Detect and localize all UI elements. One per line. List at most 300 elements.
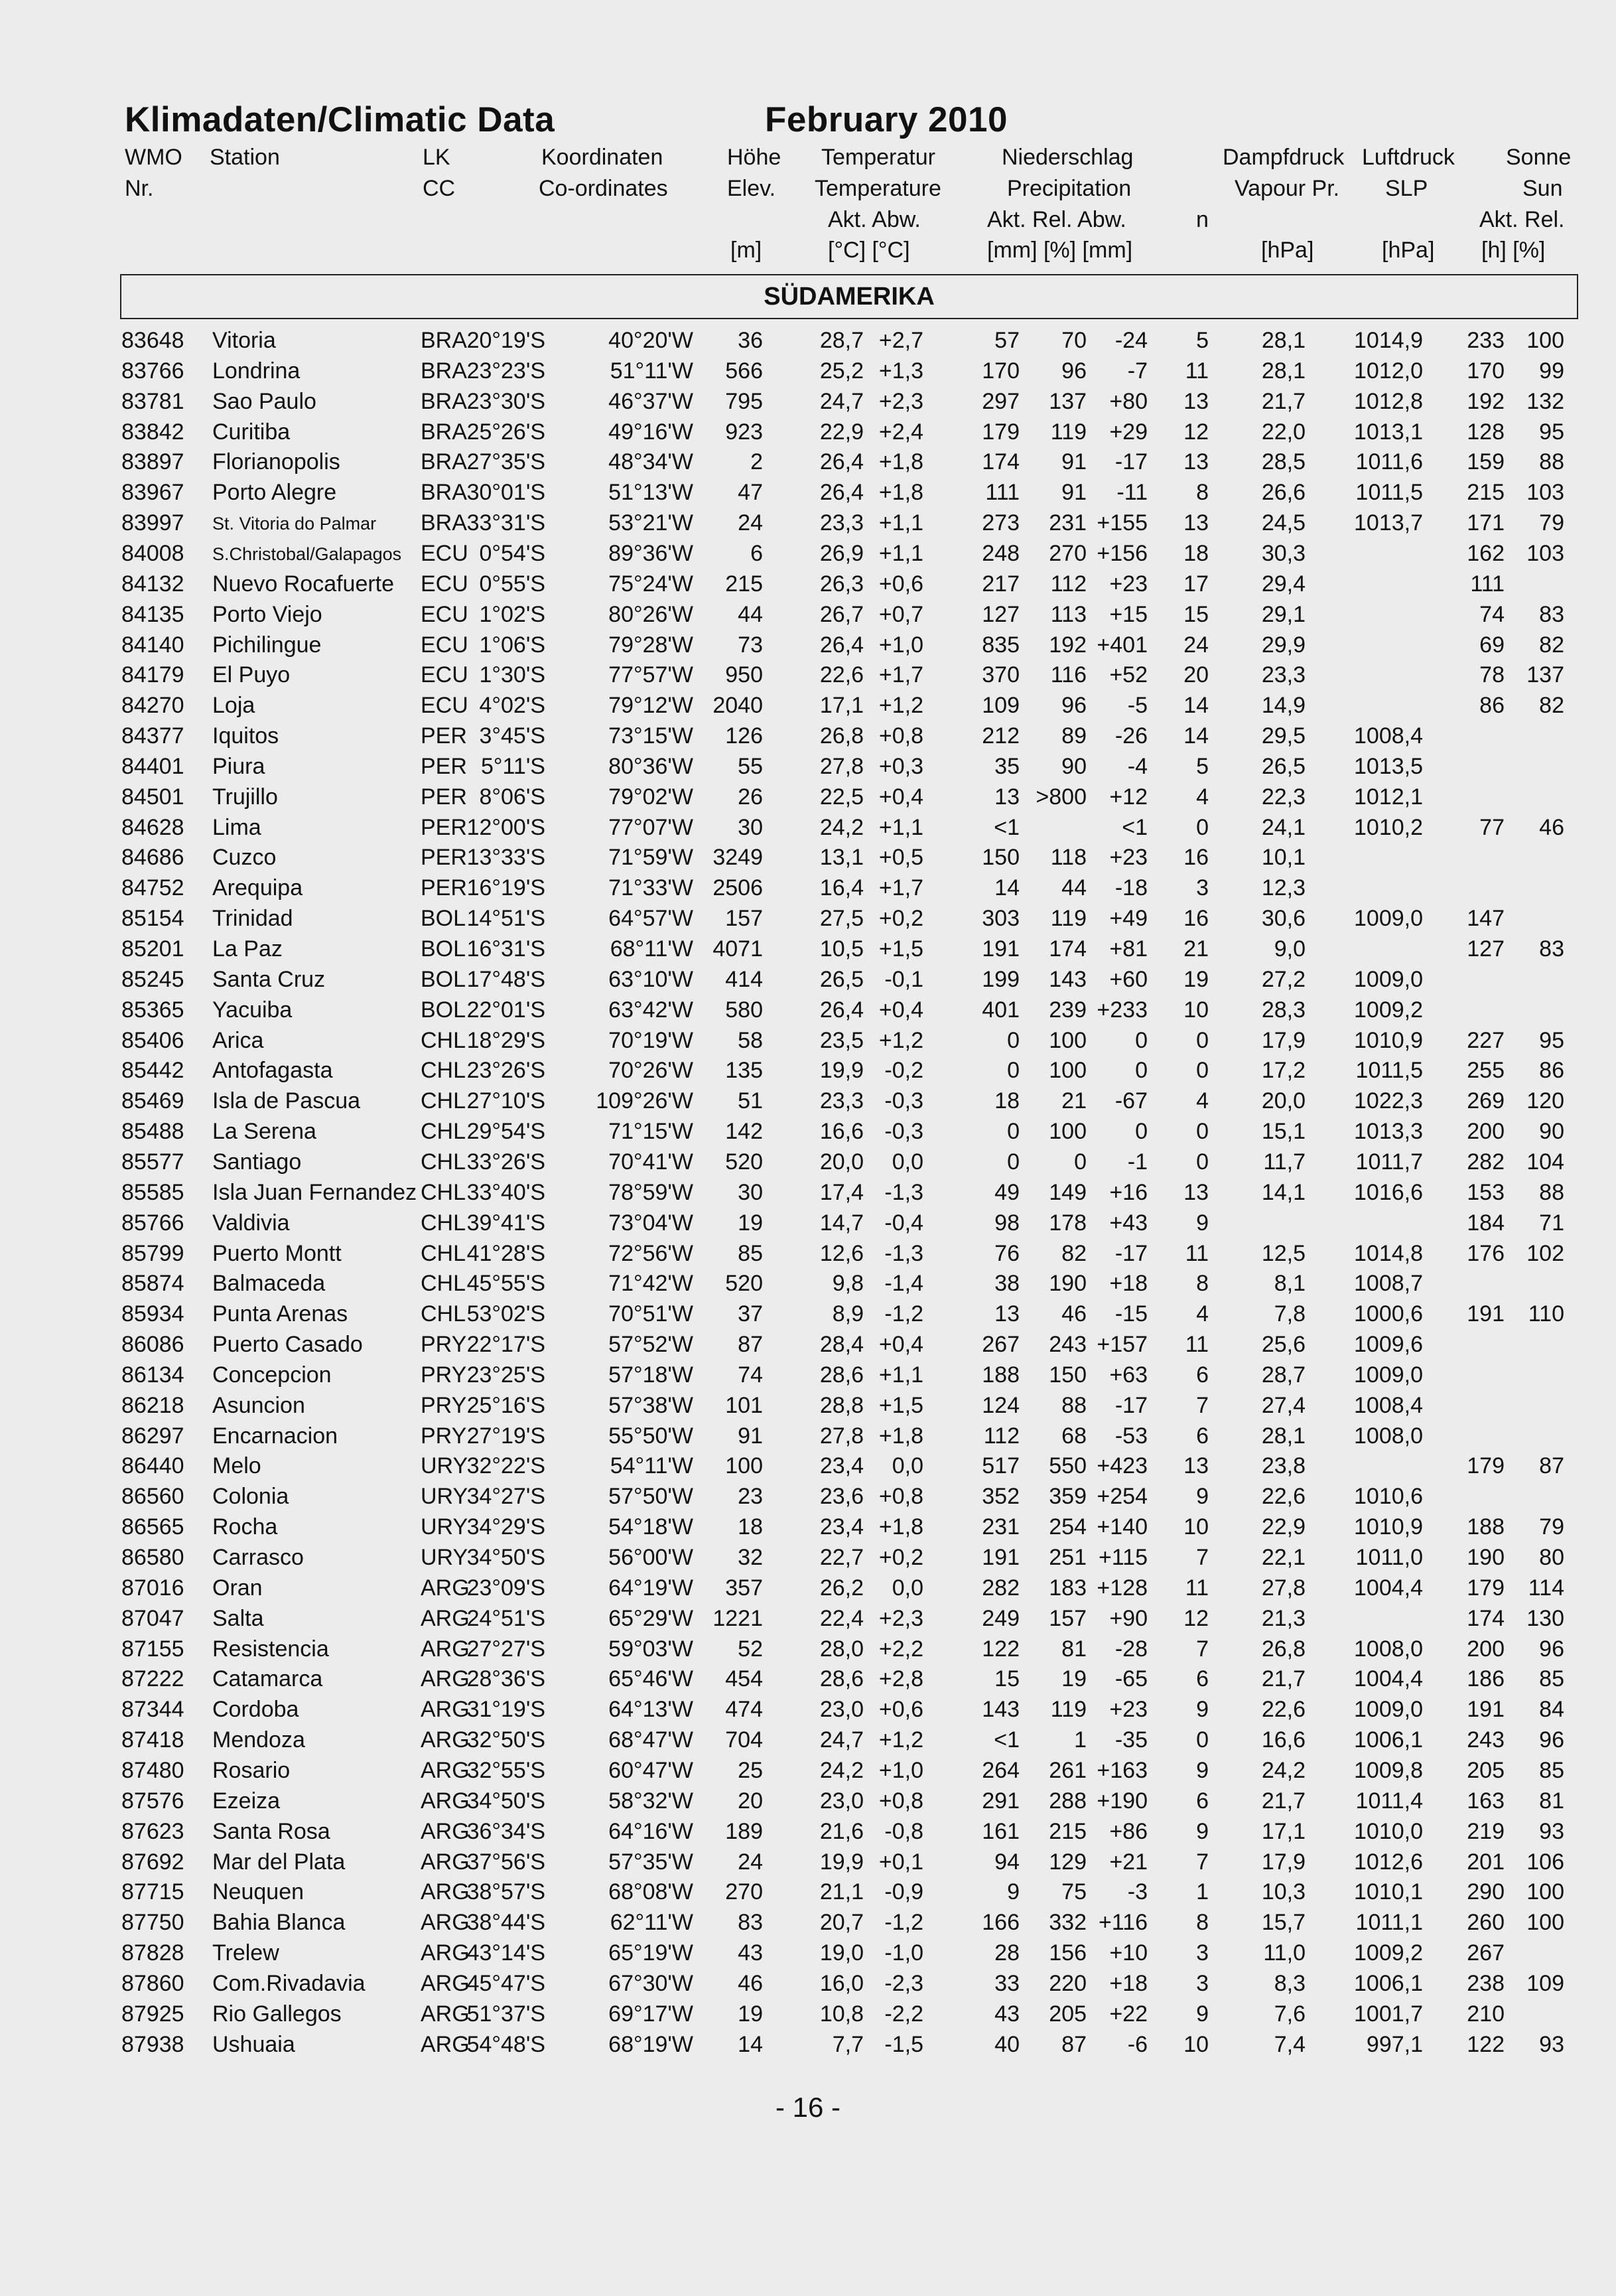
country-code-cell: CHL (421, 1119, 466, 1144)
wmo-number-cell: 87155 (121, 1636, 184, 1662)
vapour-pressure-cell: 29,5 (1261, 723, 1306, 749)
wmo-number-cell: 86580 (121, 1545, 184, 1570)
sun-actual-cell: 255 (1467, 1058, 1505, 1083)
elevation-cell: 18 (738, 1514, 763, 1540)
sea-level-pressure-cell: 1011,0 (1355, 1545, 1423, 1570)
elevation-cell: 55 (738, 754, 763, 779)
elevation-cell: 52 (738, 1636, 763, 1662)
station-name-cell: Rosario (212, 1758, 291, 1783)
elevation-cell: 36 (738, 328, 763, 353)
table-row (0, 541, 1616, 571)
prec-actual-cell: 43 (994, 2001, 1020, 2027)
prec-days-cell: 4 (1196, 1301, 1209, 1327)
latitude-cell: 34°27'S (466, 1484, 545, 1509)
country-code-cell: PRY (421, 1423, 467, 1449)
prec-actual-cell: 401 (982, 997, 1020, 1023)
prec-days-cell: 16 (1183, 845, 1209, 870)
temp-actual-cell: 19,9 (819, 1058, 864, 1083)
longitude-cell: 67°30'W (608, 1971, 693, 1996)
prec-actual-cell: 267 (982, 1332, 1020, 1357)
prec-actual-cell: 15 (994, 1666, 1020, 1691)
table-row (0, 2001, 1616, 2032)
longitude-cell: 71°15'W (608, 1119, 693, 1144)
sun-actual-cell: 210 (1467, 2001, 1505, 2027)
temp-actual-cell: 13,1 (819, 845, 864, 870)
temp-actual-cell: 28,7 (819, 328, 864, 353)
prec-deviation-cell: -17 (1114, 449, 1148, 474)
header-sonne: Sonne (1506, 145, 1572, 170)
header-unit-temp: [°C] [°C] (828, 238, 910, 263)
prec-days-cell: 17 (1183, 571, 1209, 597)
temp-deviation-cell: +2,3 (878, 389, 923, 414)
prec-actual-cell: 517 (982, 1453, 1020, 1478)
station-name-cell: La Serena (212, 1119, 316, 1144)
elevation-cell: 51 (738, 1088, 763, 1113)
country-code-cell: PRY (421, 1332, 467, 1357)
wmo-number-cell: 87623 (121, 1819, 184, 1844)
table-row (0, 1393, 1616, 1423)
sun-relative-cell: 81 (1539, 1788, 1564, 1814)
temp-actual-cell: 26,7 (819, 602, 864, 627)
sea-level-pressure-cell: 1011,4 (1355, 1788, 1423, 1814)
prec-actual-cell: 231 (982, 1514, 1020, 1540)
prec-relative-cell: 178 (1049, 1210, 1087, 1236)
prec-days-cell: 15 (1183, 602, 1209, 627)
elevation-cell: 580 (725, 997, 763, 1023)
prec-actual-cell: 127 (982, 602, 1020, 627)
header-unit-sun: [h] [%] (1481, 238, 1546, 263)
station-name-cell: Asuncion (212, 1393, 305, 1418)
elevation-cell: 44 (738, 602, 763, 627)
elevation-cell: 2040 (712, 693, 763, 718)
vapour-pressure-cell: 12,5 (1261, 1241, 1306, 1266)
temp-deviation-cell: +1,1 (878, 510, 923, 536)
prec-deviation-cell: +22 (1109, 2001, 1148, 2027)
vapour-pressure-cell: 26,5 (1261, 754, 1306, 779)
table-row (0, 1788, 1616, 1819)
latitude-cell: 51°37'S (466, 2001, 545, 2027)
prec-relative-cell: 239 (1049, 997, 1087, 1023)
temp-deviation-cell: -0,3 (884, 1088, 923, 1113)
longitude-cell: 64°19'W (608, 1575, 693, 1601)
latitude-cell: 27°27'S (466, 1636, 545, 1662)
prec-days-cell: 4 (1196, 1088, 1209, 1113)
table-row (0, 1606, 1616, 1636)
vapour-pressure-cell: 26,8 (1261, 1636, 1306, 1662)
longitude-cell: 57°52'W (608, 1332, 693, 1357)
temp-actual-cell: 26,4 (819, 449, 864, 474)
elevation-cell: 23 (738, 1484, 763, 1509)
station-name-cell: Florianopolis (212, 449, 340, 474)
prec-deviation-cell: +81 (1109, 936, 1148, 962)
vapour-pressure-cell: 15,7 (1261, 1910, 1306, 1935)
wmo-number-cell: 85406 (121, 1028, 184, 1053)
station-name-cell: Carrasco (212, 1545, 304, 1570)
sun-relative-cell: 95 (1539, 1028, 1564, 1053)
temp-deviation-cell: -2,2 (884, 2001, 923, 2027)
prec-days-cell: 9 (1196, 1758, 1209, 1783)
sea-level-pressure-cell: 1004,4 (1354, 1666, 1423, 1691)
prec-days-cell: 9 (1196, 1819, 1209, 1844)
station-name-cell: Antofagasta (212, 1058, 333, 1083)
sun-relative-cell: 85 (1539, 1758, 1564, 1783)
vapour-pressure-cell: 24,1 (1261, 815, 1306, 840)
sun-actual-cell: 282 (1467, 1149, 1505, 1175)
temp-deviation-cell: 0,0 (892, 1453, 923, 1478)
longitude-cell: 46°37'W (608, 389, 693, 414)
sun-relative-cell: 99 (1539, 358, 1564, 384)
elevation-cell: 91 (738, 1423, 763, 1449)
prec-days-cell: 13 (1183, 510, 1209, 536)
table-row (0, 936, 1616, 967)
sun-relative-cell: 109 (1526, 1971, 1564, 1996)
prec-days-cell: 7 (1196, 1636, 1209, 1662)
temp-deviation-cell: +0,3 (878, 754, 923, 779)
longitude-cell: 77°07'W (608, 815, 693, 840)
sun-actual-cell: 174 (1467, 1606, 1505, 1631)
elevation-cell: 73 (738, 632, 763, 658)
country-code-cell: CHL (421, 1241, 466, 1266)
temp-actual-cell: 26,8 (819, 723, 864, 749)
wmo-number-cell: 85766 (121, 1210, 184, 1236)
longitude-cell: 70°51'W (608, 1301, 693, 1327)
elevation-cell: 566 (725, 358, 763, 384)
country-code-cell: BRA (421, 328, 467, 353)
temp-actual-cell: 26,2 (819, 1575, 864, 1601)
header-temperatur: Temperatur (821, 145, 935, 170)
station-name-cell: Punta Arenas (212, 1301, 348, 1327)
elevation-cell: 474 (725, 1697, 763, 1722)
prec-relative-cell: 118 (1050, 845, 1087, 870)
elevation-cell: 795 (725, 389, 763, 414)
prec-relative-cell: 190 (1049, 1271, 1087, 1296)
sun-relative-cell: 100 (1526, 1879, 1564, 1904)
station-name-cell: Cordoba (212, 1697, 299, 1722)
elevation-cell: 100 (725, 1453, 763, 1478)
longitude-cell: 64°13'W (608, 1697, 693, 1722)
temp-deviation-cell: +1,0 (878, 1758, 923, 1783)
station-name-cell: Rio Gallegos (212, 2001, 342, 2027)
sea-level-pressure-cell: 1000,6 (1354, 1301, 1423, 1327)
latitude-cell: 25°26'S (466, 419, 545, 445)
country-code-cell: ARG (421, 1849, 470, 1875)
longitude-cell: 65°46'W (608, 1666, 693, 1691)
longitude-cell: 68°19'W (608, 2032, 693, 2057)
sea-level-pressure-cell: 1012,6 (1354, 1849, 1423, 1875)
temp-actual-cell: 26,9 (819, 541, 864, 566)
latitude-cell: 8°06'S (479, 784, 545, 810)
wmo-number-cell: 84135 (121, 602, 184, 627)
prec-actual-cell: 109 (982, 693, 1020, 718)
station-name-cell: S.Christobal/Galapagos (212, 544, 402, 564)
temp-actual-cell: 14,7 (819, 1210, 864, 1236)
station-name-cell: Salta (212, 1606, 264, 1631)
sun-relative-cell: 82 (1539, 693, 1564, 718)
station-name-cell: Trelew (212, 1940, 279, 1966)
prec-actual-cell: 352 (982, 1484, 1020, 1509)
sea-level-pressure-cell: 1001,7 (1354, 2001, 1423, 2027)
elevation-cell: 26 (738, 784, 763, 810)
station-name-cell: Lima (212, 815, 261, 840)
wmo-number-cell: 84377 (121, 723, 184, 749)
prec-actual-cell: 14 (994, 875, 1020, 900)
prec-deviation-cell: +23 (1109, 845, 1148, 870)
latitude-cell: 27°19'S (466, 1423, 545, 1449)
temp-actual-cell: 22,7 (819, 1545, 864, 1570)
latitude-cell: 45°55'S (466, 1271, 545, 1296)
wmo-number-cell: 85201 (121, 936, 184, 962)
prec-actual-cell: 166 (982, 1910, 1020, 1935)
prec-actual-cell: 98 (994, 1210, 1020, 1236)
table-row (0, 967, 1616, 997)
prec-deviation-cell: +18 (1109, 1971, 1148, 1996)
station-name-cell: Rocha (212, 1514, 278, 1540)
latitude-cell: 4°02'S (479, 693, 545, 718)
elevation-cell: 24 (738, 1849, 763, 1875)
prec-deviation-cell: -17 (1114, 1393, 1148, 1418)
temp-actual-cell: 16,4 (819, 875, 864, 900)
temp-deviation-cell: +1,7 (878, 662, 923, 687)
country-code-cell: ECU (421, 541, 468, 566)
wmo-number-cell: 86297 (121, 1423, 184, 1449)
station-name-cell: Arequipa (212, 875, 303, 900)
sun-actual-cell: 269 (1467, 1088, 1505, 1113)
elevation-cell: 83 (738, 1910, 763, 1935)
prec-days-cell: 13 (1183, 449, 1209, 474)
header-wmo: WMO (125, 145, 182, 170)
elevation-cell: 30 (738, 815, 763, 840)
vapour-pressure-cell: 14,1 (1261, 1180, 1306, 1205)
prec-relative-cell: 156 (1049, 1940, 1087, 1966)
sun-relative-cell: 88 (1539, 449, 1564, 474)
station-name-cell: Trujillo (212, 784, 278, 810)
latitude-cell: 16°31'S (466, 936, 545, 962)
latitude-cell: 32°55'S (466, 1758, 545, 1783)
temp-actual-cell: 10,5 (819, 936, 864, 962)
longitude-cell: 70°41'W (608, 1149, 693, 1175)
table-row (0, 1119, 1616, 1149)
header-temp-sub: Akt. Abw. (828, 207, 921, 232)
prec-relative-cell: 1 (1074, 1727, 1087, 1753)
latitude-cell: 16°19'S (466, 875, 545, 900)
sea-level-pressure-cell: 1009,8 (1354, 1758, 1423, 1783)
table-row (0, 1727, 1616, 1758)
station-name-cell: Puerto Casado (212, 1332, 363, 1357)
prec-deviation-cell: -1 (1127, 1149, 1148, 1175)
sun-relative-cell: 86 (1539, 1058, 1564, 1083)
prec-deviation-cell: +233 (1097, 997, 1148, 1023)
country-code-cell: ARG (421, 1879, 470, 1904)
temp-actual-cell: 23,5 (819, 1028, 864, 1053)
longitude-cell: 72°56'W (608, 1241, 693, 1266)
longitude-cell: 65°19'W (608, 1940, 693, 1966)
prec-deviation-cell: 0 (1135, 1119, 1148, 1144)
latitude-cell: 31°19'S (466, 1697, 545, 1722)
country-code-cell: CHL (421, 1058, 466, 1083)
country-code-cell: URY (421, 1453, 468, 1478)
header-nr: Nr. (125, 176, 154, 201)
latitude-cell: 30°01'S (466, 480, 545, 505)
prec-deviation-cell: +140 (1097, 1514, 1148, 1540)
prec-days-cell: 8 (1196, 1910, 1209, 1935)
prec-actual-cell: 150 (982, 845, 1020, 870)
station-name-cell: Cuzco (212, 845, 277, 870)
prec-actual-cell: 124 (982, 1393, 1020, 1418)
prec-days-cell: 13 (1183, 389, 1209, 414)
country-code-cell: URY (421, 1545, 468, 1570)
latitude-cell: 18°29'S (466, 1028, 545, 1053)
sun-actual-cell: 188 (1467, 1514, 1505, 1540)
vapour-pressure-cell: 17,9 (1261, 1028, 1306, 1053)
prec-relative-cell: 243 (1049, 1332, 1087, 1357)
temp-deviation-cell: -0,2 (884, 1058, 923, 1083)
vapour-pressure-cell: 14,9 (1261, 693, 1306, 718)
latitude-cell: 20°19'S (466, 328, 545, 353)
sun-relative-cell: 71 (1539, 1210, 1564, 1236)
wmo-number-cell: 87750 (121, 1910, 184, 1935)
wmo-number-cell: 84140 (121, 632, 184, 658)
temp-deviation-cell: +0,2 (878, 1545, 923, 1570)
temp-actual-cell: 12,6 (819, 1241, 864, 1266)
temp-deviation-cell: +1,8 (878, 1423, 923, 1449)
temp-actual-cell: 27,8 (819, 1423, 864, 1449)
prec-relative-cell: 150 (1049, 1362, 1087, 1388)
table-row (0, 1058, 1616, 1088)
prec-days-cell: 3 (1196, 1940, 1209, 1966)
prec-deviation-cell: +23 (1109, 1697, 1148, 1722)
wmo-number-cell: 84008 (121, 541, 184, 566)
latitude-cell: 37°56'S (466, 1849, 545, 1875)
temp-deviation-cell: +1,7 (878, 875, 923, 900)
latitude-cell: 41°28'S (466, 1241, 545, 1266)
table-row (0, 1636, 1616, 1667)
longitude-cell: 71°59'W (608, 845, 693, 870)
header-coordinates: Co-ordinates (539, 176, 668, 201)
prec-days-cell: 6 (1196, 1788, 1209, 1814)
prec-relative-cell: 91 (1061, 449, 1087, 474)
temp-deviation-cell: +0,6 (878, 1697, 923, 1722)
prec-days-cell: 3 (1196, 875, 1209, 900)
elevation-cell: 74 (738, 1362, 763, 1388)
prec-days-cell: 8 (1196, 480, 1209, 505)
prec-relative-cell: 44 (1061, 875, 1087, 900)
station-name-cell: Colonia (212, 1484, 289, 1509)
wmo-number-cell: 83842 (121, 419, 184, 445)
elevation-cell: 270 (725, 1879, 763, 1904)
table-row (0, 997, 1616, 1028)
station-name-cell: Balmaceda (212, 1271, 326, 1296)
table-row (0, 1575, 1616, 1606)
temp-actual-cell: 21,6 (819, 1819, 864, 1844)
sea-level-pressure-cell: 1011,6 (1355, 449, 1423, 474)
prec-actual-cell: 122 (982, 1636, 1020, 1662)
country-code-cell: ECU (421, 602, 468, 627)
longitude-cell: 75°24'W (608, 571, 693, 597)
station-name-cell: Nuevo Rocafuerte (212, 571, 395, 597)
wmo-number-cell: 87576 (121, 1788, 184, 1814)
longitude-cell: 56°00'W (608, 1545, 693, 1570)
prec-actual-cell: 13 (994, 784, 1020, 810)
prec-days-cell: 12 (1183, 419, 1209, 445)
prec-relative-cell: 82 (1061, 1241, 1087, 1266)
prec-actual-cell: 188 (982, 1362, 1020, 1388)
temp-deviation-cell: +1,1 (878, 1362, 923, 1388)
sun-actual-cell: 111 (1470, 571, 1505, 597)
prec-deviation-cell: +155 (1097, 510, 1148, 536)
prec-relative-cell: 96 (1061, 693, 1087, 718)
table-row (0, 1910, 1616, 1940)
sun-actual-cell: 201 (1467, 1849, 1505, 1875)
temp-deviation-cell: +0,8 (878, 1484, 923, 1509)
latitude-cell: 22°17'S (466, 1332, 545, 1357)
prec-deviation-cell: +80 (1109, 389, 1148, 414)
country-code-cell: ARG (421, 1819, 470, 1844)
wmo-number-cell: 84628 (121, 815, 184, 840)
prec-deviation-cell: +52 (1109, 662, 1148, 687)
temp-deviation-cell: +2,4 (878, 419, 923, 445)
prec-deviation-cell: -6 (1127, 2032, 1148, 2057)
prec-days-cell: 14 (1183, 693, 1209, 718)
vapour-pressure-cell: 17,1 (1261, 1819, 1306, 1844)
latitude-cell: 33°26'S (466, 1149, 545, 1175)
vapour-pressure-cell: 24,2 (1261, 1758, 1306, 1783)
prec-actual-cell: 35 (994, 754, 1020, 779)
prec-deviation-cell: +12 (1109, 784, 1148, 810)
country-code-cell: PRY (421, 1393, 467, 1418)
prec-actual-cell: <1 (994, 1727, 1020, 1753)
prec-deviation-cell: 0 (1135, 1058, 1148, 1083)
table-row (0, 1514, 1616, 1545)
latitude-cell: 14°51'S (466, 906, 545, 931)
longitude-cell: 79°28'W (608, 632, 693, 658)
latitude-cell: 1°30'S (479, 662, 545, 687)
station-name-cell: Valdivia (212, 1210, 290, 1236)
temp-actual-cell: 9,8 (832, 1271, 864, 1296)
temp-actual-cell: 24,7 (819, 1727, 864, 1753)
wmo-number-cell: 86440 (121, 1453, 184, 1478)
station-name-cell: Santiago (212, 1149, 302, 1175)
country-code-cell: PER (421, 754, 467, 779)
temp-deviation-cell: +0,4 (878, 1332, 923, 1357)
country-code-cell: BOL (421, 936, 466, 962)
station-name-cell: Sao Paulo (212, 389, 316, 414)
country-code-cell: BRA (421, 449, 467, 474)
prec-deviation-cell: <1 (1122, 815, 1148, 840)
sun-relative-cell: 103 (1526, 541, 1564, 566)
sun-relative-cell: 96 (1539, 1636, 1564, 1662)
country-code-cell: BRA (421, 389, 467, 414)
prec-days-cell: 20 (1183, 662, 1209, 687)
vapour-pressure-cell: 28,1 (1261, 328, 1306, 353)
prec-deviation-cell: -18 (1114, 875, 1148, 900)
table-row (0, 723, 1616, 754)
sun-relative-cell: 88 (1539, 1180, 1564, 1205)
sea-level-pressure-cell: 1004,4 (1354, 1575, 1423, 1601)
prec-deviation-cell: +156 (1097, 541, 1148, 566)
station-name-cell: Pichilingue (212, 632, 322, 658)
latitude-cell: 23°23'S (466, 358, 545, 384)
prec-relative-cell: 112 (1050, 571, 1087, 597)
longitude-cell: 58°32'W (608, 1788, 693, 1814)
longitude-cell: 70°26'W (608, 1058, 693, 1083)
sun-relative-cell: 104 (1526, 1149, 1564, 1175)
elevation-cell: 2506 (712, 875, 763, 900)
longitude-cell: 109°26'W (596, 1088, 693, 1113)
prec-actual-cell: 212 (982, 723, 1020, 749)
sun-relative-cell: 83 (1539, 936, 1564, 962)
sea-level-pressure-cell: 1010,9 (1354, 1514, 1423, 1540)
latitude-cell: 38°57'S (466, 1879, 545, 1904)
